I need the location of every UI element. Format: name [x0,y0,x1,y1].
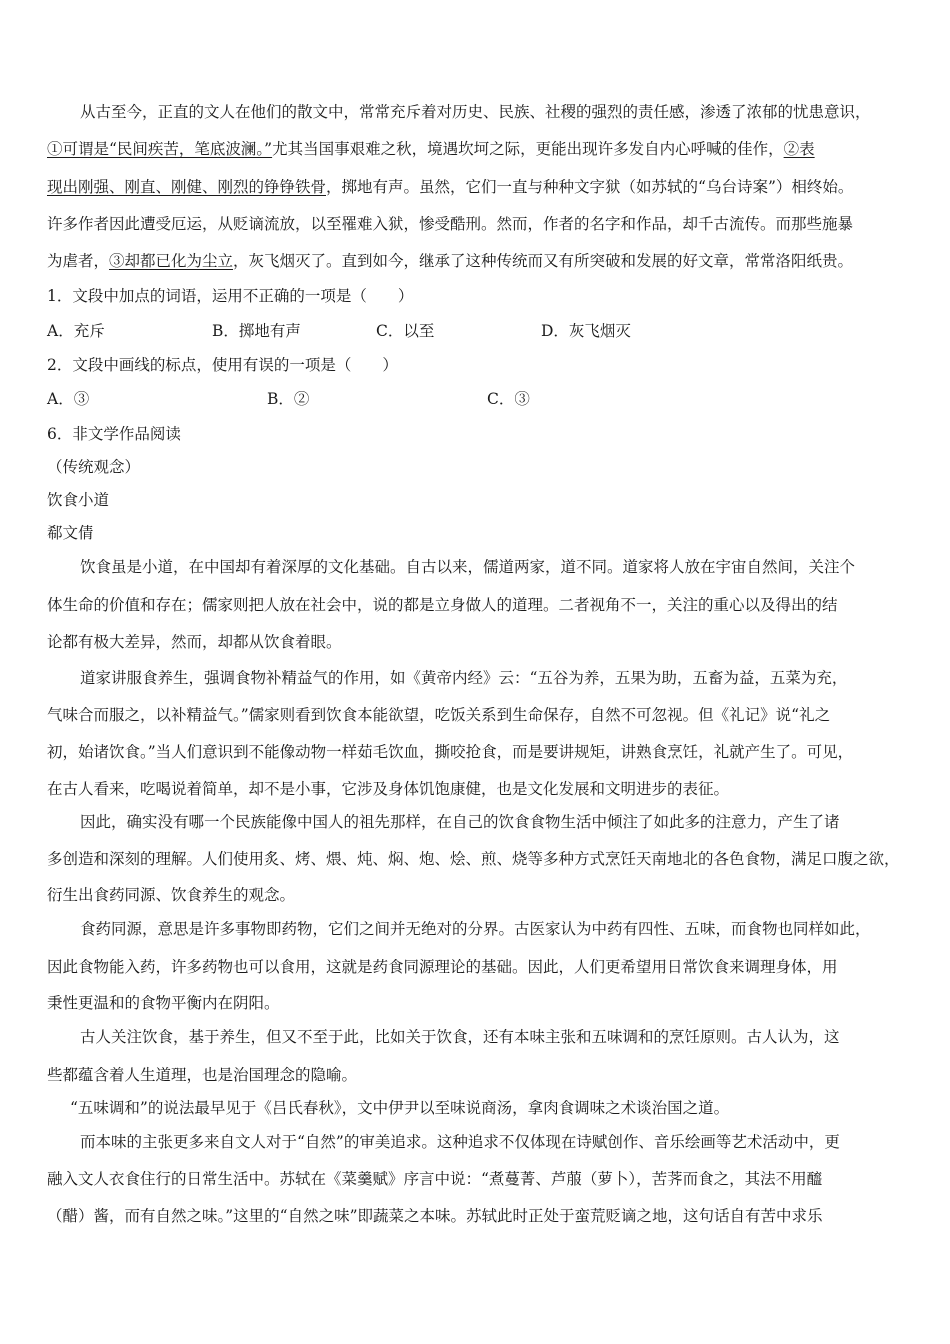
passage-line: 许多作者因此遭受厄运，从贬谪流放，以至罹难入狱，惨受酷刑。然而，作者的名字和作品，却千古流传。而那些施暴 [47,215,854,233]
passage-text: 为虐者， [47,252,110,270]
article-title: 饮食小道 [47,491,110,509]
article-line: 初，始诸饮食。”当人们意识到不能像动物一样茹毛饮血，撕咬抢食，而是要讲规矩，讲熟食烹饪，礼就产生了。可见， [47,743,854,761]
article-line: 气味合而服之，以补精益气。”儒家则看到饮食本能欲望，吃饭关系到生命保存，自然不可忽视。但《礼记》说“礼之 [47,706,831,724]
question-1-option-d[interactable]: D．灰飞烟灭 [541,322,631,340]
article-line: 在古人看来，吃喝说着简单，却不是小事，它涉及身体饥饱康健，也是文化发展和文明进步的表征。 [47,780,730,798]
underlined-punctuation-2: ②表 [783,140,815,158]
article-line: 多创造和深刻的理解。人们使用炙、烤、煨、炖、焖、炮、烩、煎、烧等多种方式烹饪天南地北的各色食物，满足口腹之欲， [47,850,900,868]
article-line: 因此，确实没有哪一个民族能像中国人的祖先那样，在自己的饮食食物生活中倾注了如此多的注意力，产生了诸 [80,813,840,831]
question-1-option-c[interactable]: C．以至 [376,322,435,340]
article-line: 因此食物能入药，许多药物也可以食用，这就是药食同源理论的基础。因此，人们更希望用日常饮食来调理身体，用 [47,958,838,976]
passage-line [47,176,907,198]
article-line: 饮食虽是小道，在中国却有着深厚的文化基础。自古以来，儒道两家，道不同。道家将人放在宇宙自然间，关注个 [80,558,856,576]
question-2-stem: 2．文段中画线的标点，使用有误的一项是（ ） [47,356,398,374]
article-line: 而本味的主张更多来自文人对于“自然”的审美追求。这种追求不仅体现在诗赋创作、音乐绘画等艺术活动中，更 [80,1133,840,1151]
article-line: 论都有极大差异，然而，却都从饮食着眼。 [47,633,342,651]
article-line: 融入文人衣食住行的日常生活中。苏轼在《菜羹赋》序言中说：“煮蔓菁、芦菔（萝卜），苦荠而食之，其法不用醯 [47,1170,823,1188]
question-1-stem: 1．文段中加点的词语，运用不正确的一项是（ ） [47,287,414,305]
article-line: 道家讲服食养生，强调食物补精益气的作用，如《黄帝内经》云：“五谷为养，五果为助，五畜为益，五菜为充， [80,669,848,687]
underlined-phrase: 现出刚强、刚直、刚健、刚烈的铮铮铁骨 [47,178,327,196]
passage-line [47,250,907,272]
article-line: （醋）酱，而有自然之味。”这里的“自然之味”即蔬菜之本味。苏轼此时正处于蛮荒贬谪之地，这句话自有苦中求乐 [47,1207,823,1225]
passage-line: 从古至今，正直的文人在他们的散文中，常常充斥着对历史、民族、社稷的强烈的责任感，渗透了浓郁的忧患意识， [80,103,871,121]
article-line: 些都蕴含着人生道理，也是治国理念的隐喻。 [47,1066,358,1084]
article-line: 古人关注饮食，基于养生，但又不至于此，比如关于饮食，还有本味主张和五味调和的烹饪原则。古人认为，这 [80,1028,840,1046]
section-subtitle: （传统观念） [47,458,141,476]
article-line: 秉性更温和的食物平衡内在阴阳。 [47,994,280,1012]
passage-line [47,138,907,160]
passage-text: ，灰飞烟灭了。直到如今，继承了这种传统而又有所突破和发展的好文章，常常洛阳纸贵。 [233,252,854,270]
question-1-option-b[interactable]: B．掷地有声 [212,322,301,340]
article-line: “五味调和”的说法最早见于《吕氏春秋》，文中伊尹以至味说商汤，拿肉食调味之术谈治国之道。 [70,1099,730,1117]
question-2-option-a[interactable]: A．③ [47,390,90,408]
passage-text: 尤其当国事艰难之秋，境遇坎坷之际，更能出现许多发自内心呼喊的佳作， [272,140,784,158]
question-1-option-a[interactable]: A．充斥 [47,322,105,340]
article-line: 食药同源，意思是许多事物即药物，它们之间并无绝对的分界。古医家认为中药有四性、五味，而食物也同样如此， [80,920,871,938]
passage-text: ，掷地有声。虽然，它们一直与种种文字狱（如苏轼的“乌台诗案”）相终始。 [326,178,854,196]
section-heading: 6．非文学作品阅读 [47,425,181,443]
question-2-option-b[interactable]: B．② [267,390,310,408]
underlined-punctuation-1: ①可谓是“民间疾苦，笔底波澜。” [47,140,273,158]
article-line: 衍生出食药同源、饮食养生的观念。 [47,886,296,904]
underlined-punctuation-3: ③却都已化为尘立 [109,252,234,270]
article-author: 郗文倩 [47,524,94,542]
question-2-option-c[interactable]: C．③ [487,390,530,408]
article-line: 体生命的价值和存在；儒家则把人放在社会中，说的都是立身做人的道理。二者视角不一，关注的重心以及得出的结 [47,596,838,614]
